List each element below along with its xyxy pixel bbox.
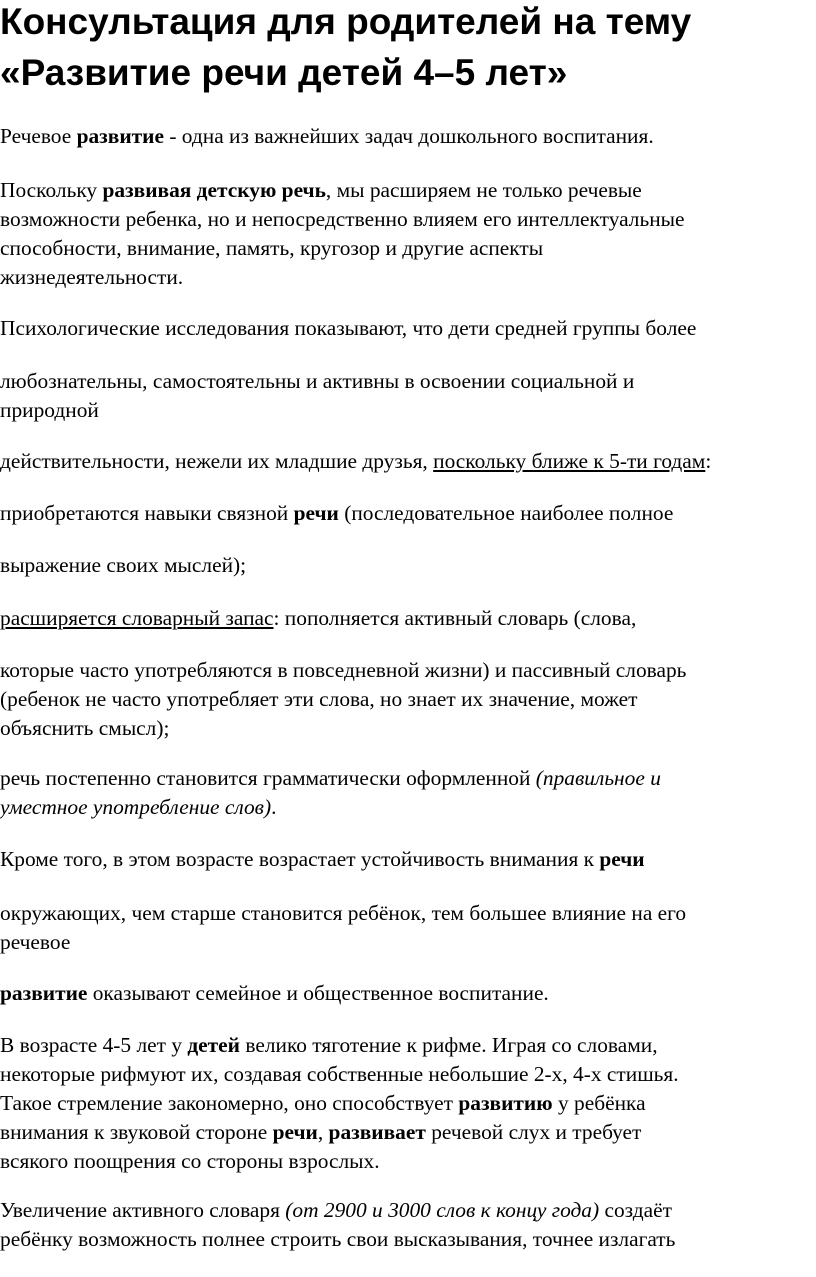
text: внимания к звуковой стороне	[0, 1120, 273, 1144]
text: (ребенок не часто употребляет эти слова, но знает их значение, может	[0, 687, 638, 711]
paragraph-3: Психологические исследования показывают, что дети средней группы более	[0, 316, 697, 340]
bold-text: развитие	[0, 981, 88, 1005]
text: Поскольку	[0, 178, 103, 202]
paragraph-7: выражение своих мыслей);	[0, 553, 247, 577]
text: Речевое	[0, 124, 77, 148]
text: - одна из важнейших задач дошкольного воспитания.	[163, 124, 654, 148]
text: способности, внимание, память, кругозор и другие аспекты	[0, 236, 544, 260]
text: :	[705, 449, 712, 473]
text: Такое стремление закономерно, оно способствует	[0, 1091, 459, 1115]
paragraph-13	[0, 979, 816, 1008]
paragraph-10	[0, 764, 816, 822]
text: ребёнку возможность полнее строить свои высказывания, точнее излагать	[0, 1227, 676, 1251]
text: природной	[0, 398, 99, 422]
title-line-1: Консультация для родителей на тему	[0, 1, 692, 42]
paragraph-5	[0, 447, 816, 476]
underlined-text: расширяется словарный запас	[0, 606, 274, 630]
text: жизнедеятельности.	[0, 265, 184, 289]
text: оказывают семейное и общественное воспитание.	[87, 981, 549, 1005]
text: речевой слух и требует	[425, 1120, 642, 1144]
bold-text: речи	[599, 847, 645, 871]
text: любознательны, самостоятельны и активны в освоении социальной и	[0, 369, 635, 393]
text: у ребёнка	[552, 1091, 646, 1115]
text: создаёт	[599, 1198, 672, 1222]
text: .	[271, 795, 277, 819]
text: которые часто употребляются в повседневной жизни) и пассивный словарь	[0, 658, 687, 682]
paragraph-15	[0, 1196, 816, 1254]
page-title	[0, 0, 816, 98]
text: Увеличение активного словаря	[0, 1198, 286, 1222]
bold-text: речи	[293, 501, 339, 525]
text: велико тяготение к рифме. Играя со словами,	[240, 1033, 658, 1057]
paragraph-8	[0, 604, 816, 633]
bold-text: развивая детскую речь	[102, 178, 326, 202]
paragraph-1	[0, 122, 816, 151]
italic-text: (от 2900 и 3000 слов к концу года)	[285, 1198, 600, 1222]
italic-text: (правильное и	[535, 766, 661, 790]
underlined-text: поскольку ближе к 5-ти годам	[433, 449, 706, 473]
italic-text: уместное употребление слов)	[0, 795, 272, 819]
text: приобретаются навыки связной	[0, 501, 294, 525]
text: объяснить смысл);	[0, 716, 170, 740]
text: ,	[317, 1120, 329, 1144]
paragraph-2	[0, 176, 816, 292]
text: : пополняется активный словарь (слова,	[273, 606, 637, 630]
paragraph-6	[0, 499, 816, 528]
bold-text: развитию	[458, 1091, 553, 1115]
text: некоторые рифмуют их, создавая собственные небольшие 2-х, 4-х стишья.	[0, 1062, 679, 1086]
paragraph-11	[0, 845, 816, 874]
text: речь постепенно становится грамматически оформленной	[0, 766, 536, 790]
bold-text: детей	[187, 1033, 241, 1057]
text: окружающих, чем старше становится ребёнок, тем большее влияние на его	[0, 901, 687, 925]
paragraph-14	[0, 1031, 816, 1176]
text: (последовательное наиболее полное	[338, 501, 674, 525]
text: , мы расширяем не только речевые	[325, 178, 642, 202]
bold-text: развитие	[76, 124, 164, 148]
text: речевое	[0, 930, 71, 954]
text: В возрасте 4-5 лет у	[0, 1033, 188, 1057]
text: всякого поощрения со стороны взрослых.	[0, 1149, 380, 1173]
paragraph-12	[0, 899, 816, 957]
bold-text: развивает	[328, 1120, 426, 1144]
paragraph-4	[0, 367, 816, 425]
title-line-2: «Развитие речи детей 4–5 лет»	[0, 52, 568, 93]
text: Кроме того, в этом возрасте возрастает устойчивость внимания к	[0, 847, 600, 871]
text: действительности, нежели их младшие друзья,	[0, 449, 434, 473]
paragraph-9	[0, 656, 816, 743]
bold-text: речи	[272, 1120, 318, 1144]
text: возможности ребенка, но и непосредственно влияем его интеллектуальные	[0, 207, 685, 231]
